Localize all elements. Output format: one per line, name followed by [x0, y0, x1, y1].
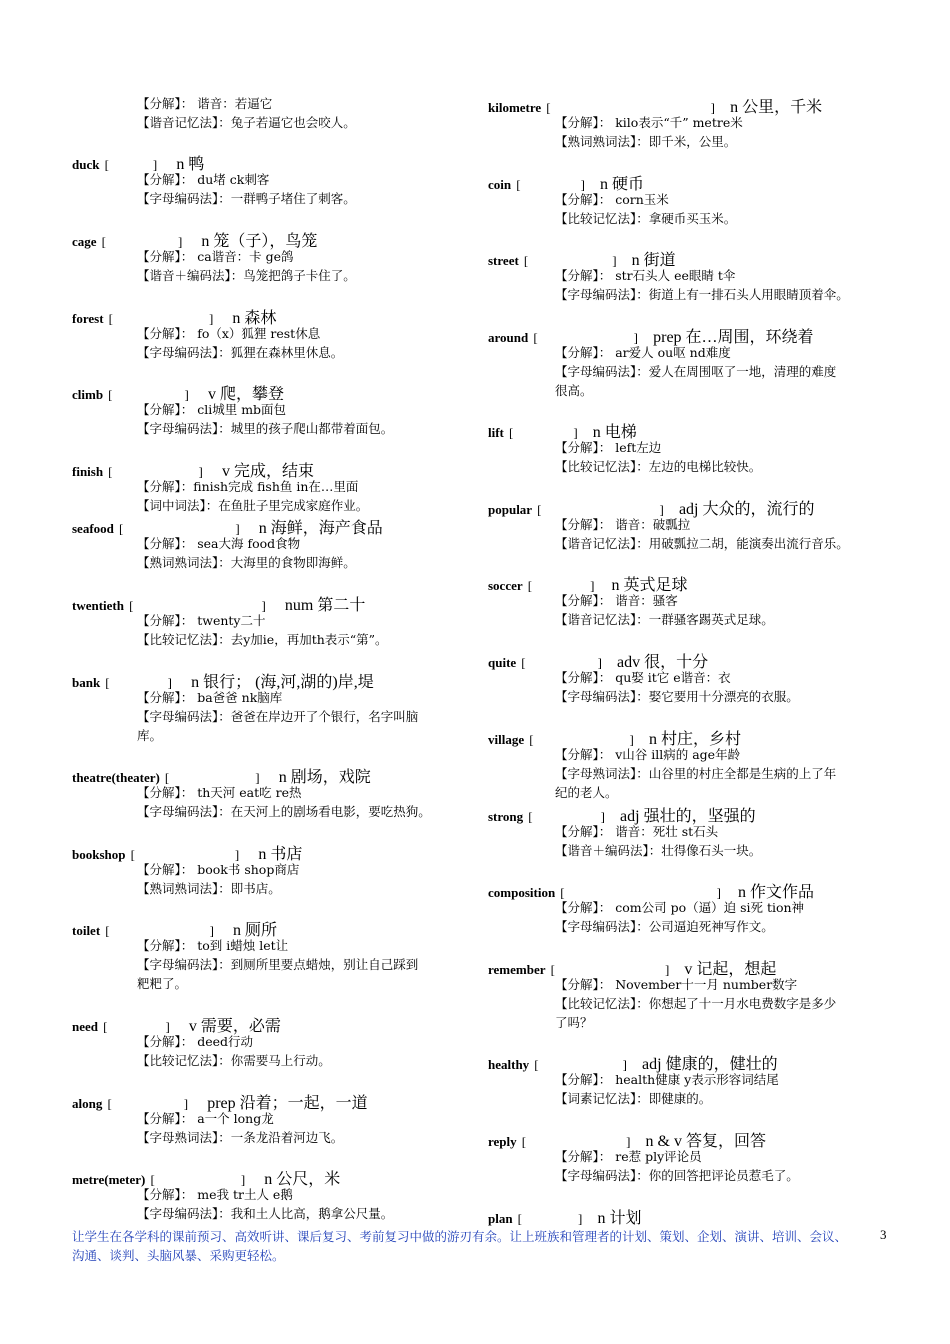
entry-headword-row: bank [ ] n 银行； (海,河,湖的)岸,堤: [72, 674, 374, 691]
page-footer-text: 让学生在各学科的课前预习、高效听讲、课后复习、考前复习中做的游刃有余。让上班族和管理者的计划、策划、企划、演讲、培训、会议、沟通、谈判、头脑风暴、采购更轻松。: [72, 1229, 848, 1263]
meaning: n 笼（子），鸟笼: [201, 233, 318, 250]
meaning: n 森林: [232, 310, 277, 327]
entry-headword-row: along [ ] prep 沿着；一起，一道: [72, 1095, 368, 1112]
entry-line: 【谐音＋编码法】：壮得像石头一块。: [555, 843, 762, 858]
headword: bank: [72, 675, 101, 690]
entry-line: 【比较记忆法】：去y加ie，再加th表示“第”。: [137, 632, 388, 647]
headword: kilometre: [488, 100, 542, 115]
entry-line: 【分解】： 谐音：若逼它: [137, 96, 273, 111]
entry-line: 【熟词熟词法】：即书店。: [137, 881, 281, 896]
entry-line: 【分解】： ca谐音：卡 ge鸽: [137, 249, 294, 264]
entry-headword-row: popular [ ] adj 大众的，流行的: [488, 501, 815, 518]
entry-headword-row: bookshop [ ] n 书店: [72, 846, 303, 863]
meaning: v 完成，结束: [221, 463, 314, 480]
entry-line: 【分解】： me我 tr土人 e鹅: [137, 1187, 293, 1202]
meaning: v 记起，想起: [684, 961, 777, 978]
headword: soccer: [488, 578, 523, 593]
meaning: n 村庄，乡村: [648, 731, 741, 748]
entry-line: 【分解】： health健康 y表示形容词结尾: [555, 1072, 779, 1087]
headword: duck: [72, 157, 100, 172]
entry-line: 【字母编码法】：爱人在周围呕了一地，清理的难度: [555, 364, 837, 379]
meaning: n 街道: [631, 252, 676, 269]
entry-headword-row: forest [ ] n 森林: [72, 310, 277, 327]
headword: composition: [488, 885, 556, 900]
headword: healthy: [488, 1057, 530, 1072]
entry-line: 粑粑了。: [137, 976, 188, 991]
entry-headword-row: lift [ ] n 电梯: [488, 424, 637, 441]
meaning: n 英式足球: [611, 577, 688, 594]
entry-line: 【字母熟词法】：山谷里的村庄全都是生病的上了年: [555, 766, 837, 781]
entry-line: 【比较记忆法】：左边的电梯比较快。: [555, 459, 762, 474]
entry-line: 【字母编码法】：爸爸在岸边开了个银行，名字叫脑: [137, 709, 419, 724]
meaning: n 剧场，戏院: [278, 769, 371, 786]
entry-headword-row: composition [ ] n 作文作品: [488, 884, 815, 901]
meaning: adj 健康的，健壮的: [642, 1056, 778, 1073]
entry-headword-row: around [ ] prep 在…周围，环绕着: [488, 329, 814, 346]
headword: remember: [488, 962, 546, 977]
entry-headword-row: soccer [ ] n 英式足球: [488, 577, 688, 594]
meaning: n 海鲜，海产食品: [258, 520, 383, 537]
entry-headword-row: healthy [ ] adj 健康的，健壮的: [488, 1056, 778, 1073]
entry-line: 【字母编码法】：街道上有一排石头人用眼睛顶着伞。: [555, 287, 849, 302]
headword: forest: [72, 311, 104, 326]
headword: lift: [488, 425, 504, 440]
headword: popular: [488, 502, 533, 517]
entry-line: 【比较记忆法】：拿硬币买玉米。: [555, 211, 737, 226]
entry-line: 【分解】： twenty二十: [137, 613, 266, 628]
entry-line: 【字母熟词法】：一条龙沿着河边飞。: [137, 1130, 344, 1145]
headword: theatre(theater): [72, 770, 160, 785]
entry-line: 【分解】： 谐音：骚客: [555, 593, 678, 608]
entry-line: 【分解】： qu娶 it它 e谐音：衣: [555, 670, 731, 685]
entry-line: 【分解】： November十一月 number数字: [555, 977, 798, 992]
meaning: prep 在…周围，环绕着: [653, 329, 814, 346]
meaning: n 硬币: [600, 176, 645, 193]
headword: bookshop: [72, 847, 126, 862]
entry-line: 【分解】： corn玉米: [555, 192, 669, 207]
meaning: n 计划: [597, 1210, 642, 1227]
entry-line: 【字母编码法】：在天河上的剧场看电影，要吃热狗。: [137, 804, 431, 819]
entry-line: 【词素记忆法】：即健康的。: [555, 1091, 712, 1106]
meaning: n 电梯: [592, 424, 637, 441]
entry-line: 【分解】： ba爸爸 nk脑库: [137, 690, 283, 705]
meaning: n 作文作品: [738, 884, 815, 901]
entry-line: 【分解】： 谐音：死壮 st石头: [555, 824, 719, 839]
entry-line: 【分解】： a一个 long龙: [137, 1111, 274, 1126]
entry-line: 【分解】： left左边: [555, 440, 662, 455]
entry-line: 【熟词熟词法】：即千米，公里。: [555, 134, 737, 149]
entry-headword-row: need [ ] v 需要，必需: [72, 1018, 281, 1035]
meaning: n 鸭: [176, 156, 205, 173]
headword: need: [72, 1019, 98, 1034]
headword: around: [488, 330, 529, 345]
meaning: n 公里，千米: [730, 99, 823, 116]
entry-line: 【分解】： sea大海 food食物: [137, 536, 301, 551]
entry-line: 【分解】： re惹 ply评论员: [555, 1149, 702, 1164]
entry-headword-row: coin [ ] n 硬币: [488, 176, 645, 193]
entry-line: 【分解】： fo（x）狐狸 rest休息: [137, 326, 321, 341]
entry-line: 【谐音记忆法】：兔子若逼它也会咬人。: [137, 115, 356, 130]
entry-line: 【分解】： kilo表示“千” metre米: [555, 115, 743, 130]
entry-line: 【分解】： du堵 ck刺客: [137, 172, 270, 187]
headword: quite: [488, 655, 517, 670]
headword: village: [488, 732, 525, 747]
entry-headword-row: remember [ ] v 记起，想起: [488, 961, 777, 978]
entry-line: 【分解】： deed行动: [137, 1034, 254, 1049]
headword: twentieth: [72, 598, 124, 613]
headword: toilet: [72, 923, 101, 938]
headword: climb: [72, 387, 104, 402]
entry-line: 【谐音记忆法】：一群骚客踢英式足球。: [555, 612, 774, 627]
meaning: v 爬，攀登: [207, 386, 284, 403]
entry-line: 【分解】： to到 i蜡烛 let让: [137, 938, 289, 953]
meaning: n 书店: [258, 846, 303, 863]
meaning: adj 大众的，流行的: [678, 501, 815, 518]
entry-line: 【分解】： th天河 eat吃 re热: [137, 785, 302, 800]
entry-line: 【字母编码法】：公司逼迫死神写作文。: [555, 919, 774, 934]
entry-line: 【比较记忆法】：你想起了十一月水电费数字是多少: [555, 996, 837, 1011]
entry-headword-row: cage [ ] n 笼（子），鸟笼: [72, 233, 318, 250]
meaning: v 需要，必需: [188, 1018, 281, 1035]
entry-headword-row: finish [ ] v 完成，结束: [72, 463, 314, 480]
entry-line: 【分解】： 谐音：破瓢拉: [555, 517, 691, 532]
page-number: 3: [880, 1227, 887, 1242]
entry-headword-row: village [ ] n 村庄，乡村: [488, 731, 741, 748]
headword: finish: [72, 464, 104, 479]
entry-line: 【字母编码法】：城里的孩子爬山都带着面包。: [137, 421, 394, 436]
meaning: n 公尺，米: [264, 1171, 341, 1188]
entry-headword-row: quite [ ] adv 很，十分: [488, 654, 709, 671]
entry-line: 【字母编码法】：娶它要用十分漂亮的衣服。: [555, 689, 799, 704]
headword: along: [72, 1096, 103, 1111]
entry-line: 【分解】： book书 shop商店: [137, 862, 300, 877]
meaning: num 第二十: [284, 597, 366, 614]
entry-line: 【分解】：finish完成 fish鱼 in在…里面: [137, 479, 359, 494]
entry-line: 【熟词熟词法】：大海里的食物即海鲜。: [137, 555, 356, 570]
entry-line: 【谐音记忆法】：用破瓢拉二胡，能演奏出流行音乐。: [555, 536, 849, 551]
entry-headword-row: metre(meter) [ ] n 公尺，米: [72, 1171, 341, 1188]
headword: cage: [72, 234, 97, 249]
entry-line: 【分解】： ar爱人 ou呕 nd难度: [555, 345, 731, 360]
entry-line: 【分解】： com公司 po（逼）迫 si死 tion神: [555, 900, 805, 915]
entry-headword-row: strong [ ] adj 强壮的，坚强的: [488, 808, 756, 825]
entry-line: 纪的老人。: [555, 785, 618, 800]
entry-headword-row: duck [ ] n 鸭: [72, 156, 205, 173]
entry-line: 【谐音＋编码法】：鸟笼把鸽子卡住了。: [137, 268, 356, 283]
meaning: n 银行； (海,河,湖的)岸,堤: [191, 674, 374, 691]
entry-line: 【比较记忆法】：你需要马上行动。: [137, 1053, 331, 1068]
headword: reply: [488, 1134, 517, 1149]
entry-line: 了吗？: [555, 1015, 593, 1030]
entry-line: 库。: [137, 728, 163, 743]
entry-headword-row: seafood [ ] n 海鲜，海产食品: [72, 520, 383, 537]
headword: strong: [488, 809, 524, 824]
entry-headword-row: street [ ] n 街道: [488, 252, 676, 269]
entry-headword-row: kilometre [ ] n 公里，千米: [488, 99, 823, 116]
entry-headword-row: toilet [ ] n 厕所: [72, 922, 278, 939]
entry-line: 【分解】： cli城里 mb面包: [137, 402, 287, 417]
entry-headword-row: twentieth [ ] num 第二十: [72, 597, 366, 614]
entry-line: 【词中词法】：在鱼肚子里完成家庭作业。: [137, 498, 369, 513]
entry-line: 【分解】： str石头人 ee眼睛 t伞: [555, 268, 736, 283]
entry-line: 【字母编码法】：到厕所里要点蜡烛，别让自己踩到: [137, 957, 419, 972]
entry-line: 很高。: [555, 383, 593, 398]
entry-headword-row: climb [ ] v 爬，攀登: [72, 386, 284, 403]
headword: metre(meter): [72, 1172, 146, 1187]
meaning: n 厕所: [233, 922, 278, 939]
entry-line: 【分解】： v山谷 ill病的 age年龄: [555, 747, 741, 762]
entry-headword-row: plan [ ] n 计划: [488, 1210, 642, 1227]
headword: coin: [488, 177, 512, 192]
entry-line: 【字母编码法】：一群鸭子堵住了刺客。: [137, 191, 356, 206]
entry-line: 【字母编码法】：狐狸在森林里休息。: [137, 345, 344, 360]
entry-line: 【字母编码法】：我和土人比高，鹅拿公尺量。: [137, 1206, 394, 1221]
meaning: adj 强壮的，坚强的: [620, 808, 756, 825]
entry-headword-row: theatre(theater) [ ] n 剧场，戏院: [72, 769, 371, 786]
headword: street: [488, 253, 519, 268]
meaning: adv 很，十分: [617, 654, 709, 671]
headword: seafood: [72, 521, 114, 536]
entry-line: 【字母编码法】：你的回答把评论员惹毛了。: [555, 1168, 799, 1183]
headword: plan: [488, 1211, 513, 1226]
meaning: prep 沿着；一起，一道: [207, 1095, 368, 1112]
meaning: n & v 答复，回答: [645, 1133, 766, 1150]
entry-headword-row: reply [ ] n & v 答复，回答: [488, 1133, 766, 1150]
